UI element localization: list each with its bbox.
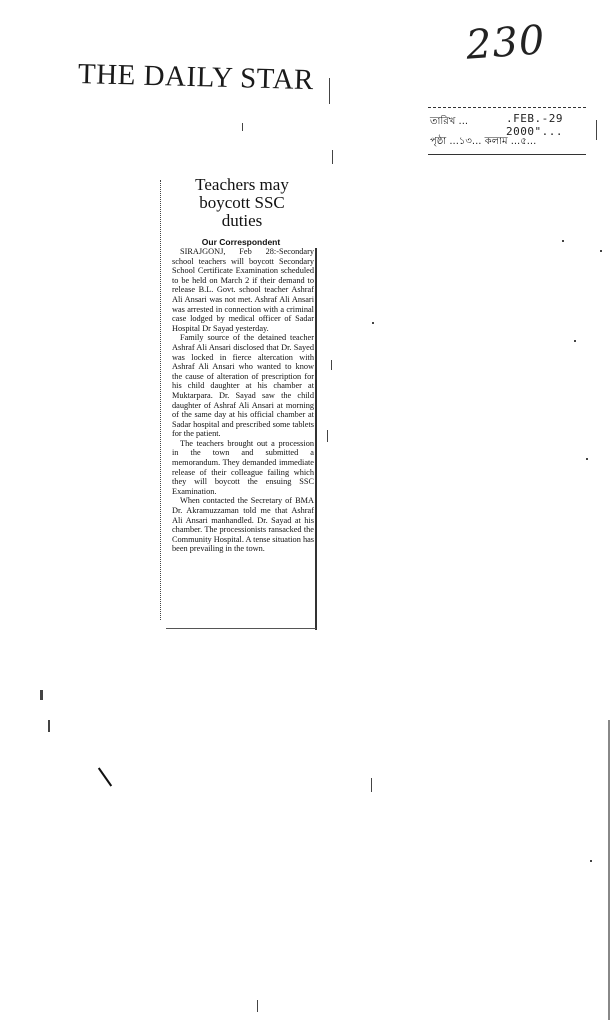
clipping-left-edge bbox=[160, 180, 162, 620]
scan-speck bbox=[329, 78, 330, 104]
article-paragraph: The teachers brought out a procession in the town and submitted a memorandum. They demanded immediate release of their colleague failing which they will boycott the ensuing SSC Examination. bbox=[172, 438, 314, 496]
article-byline: Our Correspondent bbox=[201, 237, 281, 247]
scan-speck bbox=[590, 860, 592, 862]
scan-speck bbox=[242, 123, 243, 131]
scan-speck bbox=[372, 322, 374, 324]
stamp-date-value: .FEB.-29 2000"... bbox=[506, 112, 563, 138]
scan-speck bbox=[331, 360, 332, 370]
scan-speck bbox=[257, 1000, 258, 1012]
scan-speck bbox=[48, 720, 50, 732]
scan-speck bbox=[600, 250, 602, 252]
news-clipping bbox=[166, 176, 318, 628]
article-body bbox=[172, 247, 314, 554]
article-headline bbox=[172, 176, 312, 230]
scan-speck bbox=[40, 690, 43, 700]
scan-speck bbox=[596, 120, 597, 140]
handwritten-file-number: 230 bbox=[464, 17, 547, 69]
scan-speck bbox=[327, 430, 328, 442]
scan-speck bbox=[562, 240, 564, 242]
stamp-date-label: তারিখ ... bbox=[430, 116, 469, 127]
article-paragraph: Family source of the detained teacher Ashraf Ali Ansari disclosed that Dr. Sayed was locked in fierce altercation with Ashraf Ali Ansari who wanted to know the cause of alteration of prescription for his child daughter at his chamber at Muktarpara. Dr. Sayad saw the child daughter of Ashraf Ali Ansari at morning of the same day at his official chamber at Sadar hospital and prescribed some tablets for the patient. bbox=[172, 333, 314, 439]
scan-speck bbox=[574, 340, 576, 342]
newspaper-masthead: THE DAILY STAR bbox=[77, 58, 315, 97]
headline-line-1: Teachers may bbox=[195, 175, 289, 194]
headline-line-2: boycott SSC bbox=[199, 193, 285, 212]
clipping-right-edge bbox=[315, 248, 317, 630]
scan-mark bbox=[98, 767, 112, 786]
article-paragraph: When contacted the Secretary of BMA Dr. Akramuzzaman told me that Ashraf Ali Ansari manhandled. Dr. Sayad at his chamber. The processionists ransacked the Community Hospital. A tense situation has been prevailing in the town. bbox=[172, 496, 314, 554]
date-stamp bbox=[428, 107, 586, 155]
scan-speck bbox=[586, 458, 588, 460]
article-paragraph: SIRAJGONJ, Feb 28:-Secondary school teachers will boycott Secondary School Certificate Examination scheduled to be held on March 2 if their demand to release B.L. Govt. school teacher Ashraf Ali Ansari was not met. Ashraf Ali Ansari was arrested in connection with a criminal case lodged by medical officer of Sadar Hospital Dr Sayad yesterday. bbox=[172, 247, 314, 333]
headline-line-3: duties bbox=[221, 211, 263, 230]
clipping-bottom-edge bbox=[166, 628, 316, 630]
scan-speck bbox=[371, 778, 372, 792]
scan-speck bbox=[608, 720, 610, 1020]
stamp-page-column: পৃষ্ঠা ...১৩... কলাম ...৫... bbox=[430, 136, 537, 147]
scan-speck bbox=[332, 150, 333, 164]
